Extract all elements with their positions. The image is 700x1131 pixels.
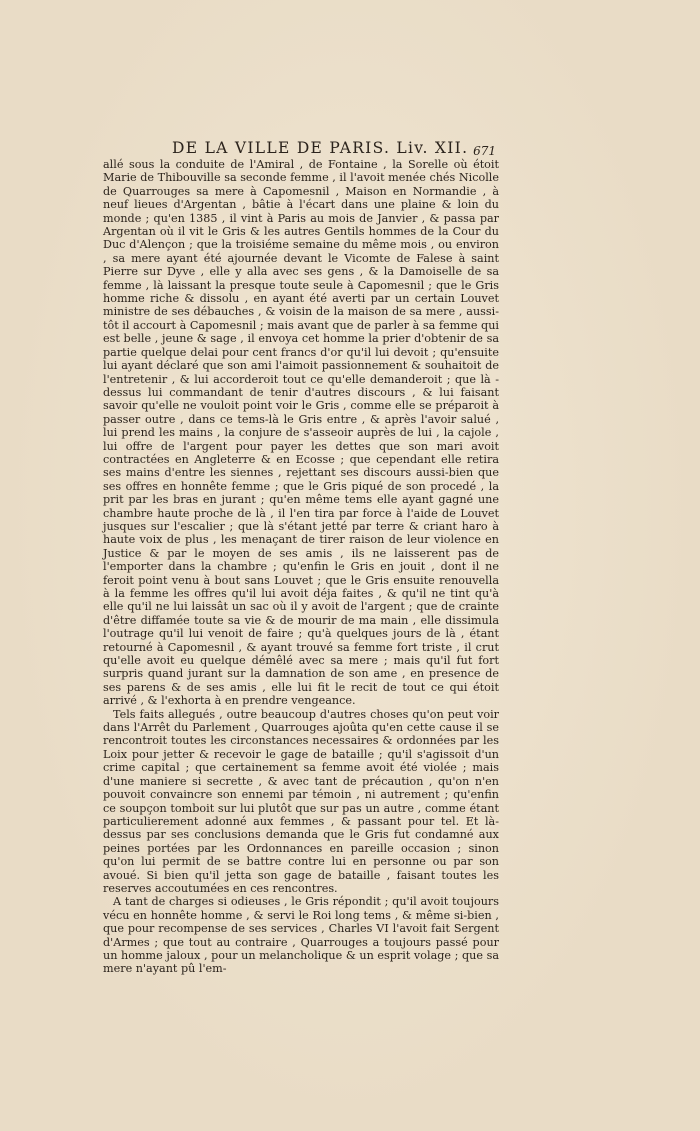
page-number: 671 <box>473 144 496 158</box>
paragraph: A tant de charges si odieuses , le Gris répondit ; qu'il avoit toujours vécu en honnête homme , & servi le Roi long tems , & même si-bien , que pour recompense de ses services , Charles VI l'avoit fait Sergent d'Armes ; que tout au contraire , Quarrouges a toujours passé pour un homme jaloux , pour un melancholique & un esprit volage ; que sa mere n'ayant pû l'em- <box>103 895 499 976</box>
paragraph: Tels faits allegués , outre beaucoup d'autres choses qu'on peut voir dans l'Arrêt du Parlement , Quarrouges ajoûta qu'en cette cause il se rencontroit toutes les circonstances necessaires & ordonnées par les Loix pour jetter & recevoir le gage de bataille ; qu'il s'agissoit d'un crime capital ; que certainement sa femme avoit été violée ; mais d'une maniere si secrette , & avec tant de précaution , qu'on n'en pouvoit convaincre son ennemi par témoin , ni autrement ; qu'enfin ce soupçon tomboit sur lui plutôt que sur pas un autre , comme étant particulierement adonné aux femmes , & passant pour tel. Et là-dessus par ses conclusions demanda que le Gris fut condamné aux peines portées par les Ordonnances en pareille occasion ; sinon qu'on lui permit de se battre contre lui en personne ou par son avoué. Si bien qu'il jetta son gage de bataille , faisant toutes les reserves accoutumées en ces rencontres. <box>103 707 499 895</box>
body-text <box>103 158 499 976</box>
running-head: DE LA VILLE DE PARIS. Liv. XII. <box>172 139 469 157</box>
paragraph: allé sous la conduite de l'Amiral , de Fontaine , la Sorelle où étoit Marie de Thibouville sa seconde femme , il l'avoit menée chés Nicolle de Quarrouges sa mere à Capomesnil , Maison en Normandie , à neuf lieues d'Argentan , bâtie à l'écart dans une plaine & loin du monde ; qu'en 1385 , il vint à Paris au mois de Janvier , & passa par Argentan où il vit le Gris & les autres Gentils hommes de la Cour du Duc d'Alençon ; que la troisiéme semaine du même mois , ou environ , sa mere ayant été ajournée devant le Vicomte de Falese à saint Pierre sur Dyve , elle y alla avec ses gens , & la Damoiselle de sa femme , là laissant la presque toute seule à Capomesnil ; que le Gris homme riche & dissolu , en ayant été averti par un certain Louvet ministre de ses débauches , & voisin de la maison de sa mere , aussi-tôt il accourt à Capomesnil ; mais avant que de parler à sa femme qui est belle , jeune & sage , il envoya cet homme la prier d'obtenir de sa partie quelque delai pour cent francs d'or qu'il lui devoit ; qu'ensuite lui ayant déclaré que son ami l'aimoit passionnement & souhaitoit de l'entretenir , & lui accorderoit tout ce qu'elle demanderoit ; que là - dessus lui commandant de tenir d'autres discours , & lui faisant savoir qu'elle ne vouloit point voir le Gris , comme elle se préparoit à passer outre , dans ce tems-là le Gris entre , & après l'avoir salué , lui prend les mains , la conjure de s'asseoir auprès de lui , la cajole , lui offre de l'argent pour payer les dettes que son mari avoit contractées en Angleterre & en Ecosse ; que cependant elle retira ses mains d'entre les siennes , rejettant ses discours aussi-bien que ses offres en honnête femme ; que le Gris piqué de son procedé , la prit par les bras en jurant ; qu'en même tems elle ayant gagné une chambre haute proche de là , il l'en tira par force à l'aide de Louvet jusques sur l'escalier ; que là s'étant jetté par terre & criant haro à haute voix de plus , les menaçant de tirer raison de leur violence en Justice & par le moyen de ses amis , ils ne laisserent pas de l'emporter dans la chambre ; qu'enfin le Gris en jouit , dont il ne feroit point venu à bout sans Louvet ; que le Gris ensuite renouvella à la femme les offres qu'il lui avoit déja faites , & qu'il ne tint qu'à elle qu'il ne lui laissât un sac où il y avoit de l'argent ; que de crainte d'être diffamée toute sa vie & de mourir de ma main , elle dissimula l'outrage qu'il lui venoit de faire ; qu'à quelques jours de là , étant retourné à Capomesnil , & ayant trouvé sa femme fort triste , il crut qu'elle avoit eu quelque démêlé avec sa mere ; mais qu'il fut fort surpris quand jurant sur la damnation de son ame , en presence de ses parens & de ses amis , elle lui fit le recit de tout ce qui étoit arrivé , & l'exhorta à en prendre vengeance. <box>103 158 499 708</box>
